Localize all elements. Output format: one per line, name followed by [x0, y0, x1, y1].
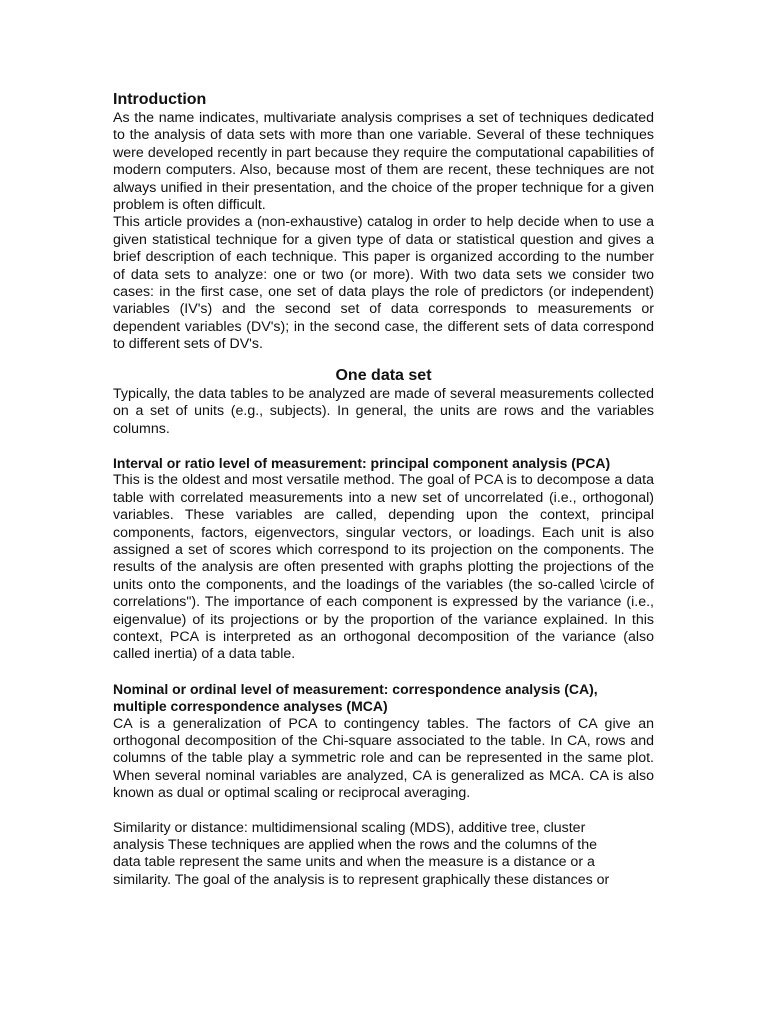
one-data-set-paragraph: Typically, the data tables to be analyzed are made of several measurements collected on a set of units (e.g., subjects). In general, the units are rows and the variables columns.: [113, 385, 654, 437]
introduction-paragraph-2: This article provides a (non-exhaustive) catalog in order to help decide when to use a given statistical technique for a given type of data or statistical question and gives a brief description of each technique. This paper is organized according to the number of data sets to analyze: one or two (or more). With two data sets we consider two cases: in the first case, one set of data plays the role of predictors (or independent) variables (IV's) and the second set of data corresponds to measurements or dependent variables (DV's); in the second case, the different sets of data correspond to different sets of DV's.: [113, 214, 654, 353]
mds-line-3: data table represent the same units and when the measure is a distance or a: [113, 854, 595, 871]
ca-heading-line-2: multiple correspondence analyses (MCA): [113, 698, 388, 715]
section-spacer: [113, 354, 654, 366]
mds-line-4: similarity. The goal of the analysis is to represent graphically these distances or: [113, 871, 610, 888]
paragraph-spacer: [113, 803, 654, 820]
mds-line-1: Similarity or distance: multidimensional scaling (MDS), additive tree, cluster: [113, 819, 586, 836]
pca-heading: Interval or ratio level of measurement: principal component analysis (PCA): [113, 454, 611, 471]
introduction-heading: Introduction: [113, 91, 207, 108]
one-data-set-heading: One data set: [335, 366, 432, 384]
pca-paragraph: This is the oldest and most versatile method. The goal of PCA is to decompose a data table with correlated measurements into a new set of uncorrelated (i.e., orthogonal) variables. These variables are called, depending upon the context, principal components, factors, eigenvectors, singular vectors, or loadings. Each unit is also assigned a set of scores which correspond to its projection on the components. The results of the analysis are often presented with graphs plotting the projections of the units onto the components, and the loadings of the variables (the so-called \circle of correlations"). The importance of each component is expressed by the variance (i.e., eigenvalue) of its projections or by the proportion of the variance explained. In this context, PCA is interpreted as an orthogonal decomposition of the variance (also called inertia) of a data table.: [113, 472, 654, 663]
introduction-paragraph-1: As the name indicates, multivariate analysis comprises a set of techniques dedicated to the analysis of data sets with more than one variable. Several of these techniques were developed recently in part because they require the computational capabilities of modern computers. Also, because most of them are recent, these techniques are not always unified in their presentation, and the choice of the proper technique for a given problem is often difficult.: [113, 110, 654, 214]
document-page: [113, 90, 654, 889]
paragraph-spacer: [113, 438, 654, 455]
ca-heading-line-1: Nominal or ordinal level of measurement: correspondence analysis (CA),: [113, 680, 598, 697]
paragraph-spacer: [113, 664, 654, 681]
mds-line-2: analysis These techniques are applied when the rows and the columns of the: [113, 837, 597, 854]
ca-paragraph: CA is a generalization of PCA to contingency tables. The factors of CA give an orthogonal decomposition of the Chi-square associated to the table. In CA, rows and columns of the table play a symmetric role and can be represented in the same plot. When several nominal variables are analyzed, CA is generalized as MCA. CA is also known as dual or optimal scaling or reciprocal averaging.: [113, 715, 654, 802]
